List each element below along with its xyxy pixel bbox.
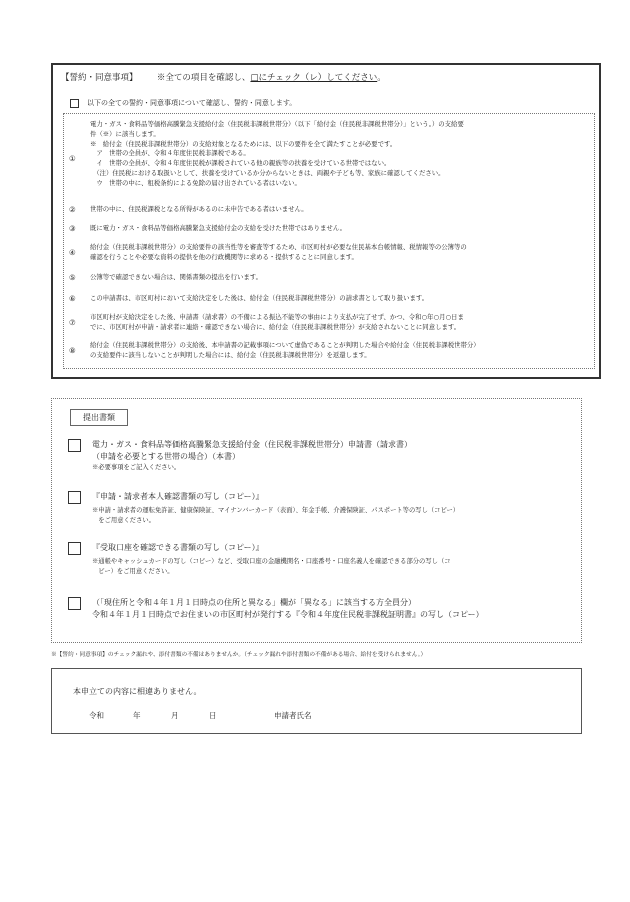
document-note: をご用意ください。 [92,516,155,524]
item-number: ⑤ [69,273,76,282]
item-line: 給付金（住民税非課税世帯分）の支給要件の該当性等を審査等するため、市区町村が必要な住民基本台帳情報、税情報等の公簿等の [90,243,467,251]
item-number: ② [69,205,76,214]
agreement-instruction-post: 。 [377,73,386,83]
item-line: でに、市区町村が申請・請求者に連絡・確認できない場合に、給付金（住民税非課税世帯分）が支給されないことに同意します。 [90,322,461,331]
item-number: ③ [69,224,76,233]
item-line: この申請書は、市区町村において支給決定をした後は、給付金（住民税非課税世帯分）の請求書として取り扱います。 [90,294,429,302]
agreement-title: 【誓約・同意事項】 [61,73,138,83]
item-number: ⑥ [69,294,76,303]
footnote: ※【誓約・同意事項】のチェック漏れや、添付書類の不備はありませんか。（チェック漏れや添付書類の不備がある場合、給付を受けられません。） [51,652,427,658]
item-line: 公簿等で確認できない場合は、関係書類の提出を行います。 [90,273,263,281]
item-number: ① [69,154,76,163]
item-number: ⑧ [69,346,76,355]
item-line: 市区町村が支給決定をした後、申請書（請求書）の不備による振込不能等の事由により支払が完了せず、かつ、令和○年○月○日ま [90,313,464,321]
item-line: 件（※）に該当します。 [90,129,160,138]
agree-all-row[interactable] [70,98,296,108]
date-day: 日 [209,711,217,720]
document-note: ピー）をご用意ください。 [92,567,174,575]
item-line: 既に電力・ガス・食料品等価格高騰緊急支援給付金の支給を受けた世帯ではありません。 [90,224,347,232]
document-title: 『申請・請求者本人確認書類の写し（コピー）』 [92,492,264,501]
agreement-instruction-box: □にチェック（レ）してください [250,73,378,83]
item-number: ④ [69,248,76,257]
agreement-section [51,63,601,379]
item-line: 給付金（住民税非課税世帯分）の支給後、本申請書の記載事項について虚偽であることが判明した場合や給付金（住民税非課税世帯分） [90,341,480,349]
agreement-instruction-pre: ※全ての項目を確認し、 [156,73,251,83]
document-title: （「現住所と令和４年１月１日時点の住所と異なる」欄が「異なる」に該当する方全員分） [92,598,416,607]
item-line: の支給要件に該当しないことが判明した場合には、給付金（住民税非課税世帯分）を返還します。 [90,350,371,359]
item-line: 世帯の中に、住民税課税となる所得があるのに未申告である者はいません。 [90,205,308,213]
document-note: ※申請・請求者の運転免許証、健康保険証、マイナンバーカード（表面）、年金手帳、介護保険証、パスポート等の写し（コピー） [92,507,460,514]
document-title: （申請を必要とする世帯の場合）（本書） [92,452,240,461]
item-line: 確認を行うことや必要な資料の提供を他の行政機関等に求める・提供することに同意します。 [90,252,358,261]
document-checkbox[interactable] [68,491,81,504]
document-note: ※通帳やキャッシュカードの写し（コピー）など、受取口座の金融機関名・口座番号・口座名義人を確認できる部分の写し（コ [92,558,451,565]
document-checkbox[interactable] [68,542,81,555]
item-line: ア 世帯の全員が、令和４年度住民税非課税である。 [90,149,250,158]
item-line: ウ 世帯の中に、租税条約による免除の届け出されている者はいない。 [90,178,301,187]
agree-all-checkbox[interactable] [70,99,79,108]
document-title: 『受取口座を確認できる書類の写し（コピー）』 [92,543,264,552]
declaration-text: 本申立ての内容に相違ありません。 [73,687,202,696]
declaration-section [51,668,582,734]
agree-all-label: 以下の全ての誓約・同意事項について確認し、誓約・同意します。 [87,99,297,107]
document-title: 令和４年１月１日時点でお住まいの市区町村が発行する『令和４年度住民税非課税証明書』の写し（コピー） [92,610,484,619]
item-line: 電力・ガス・食料品等価格高騰緊急支援給付金（住民税非課税世帯分）（以下「給付金（住民税非課税世帯分）」という。）の支給要 [90,120,464,128]
applicant-name-label: 申請者氏名 [274,711,312,720]
date-era: 令和 [89,711,104,720]
agreement-item [64,120,594,194]
documents-title: 提出書類 [70,409,128,426]
document-checkbox[interactable] [68,439,81,452]
item-line: ※ 給付金（住民税非課税世帯分）の支給対象となるためには、以下の要件を全て満たすことが必要です。 [90,139,397,148]
item-line: （注）住民税における取扱いとして、扶養を受けているか分からないときは、両親や子ども等、家族に確認してください。 [90,168,445,177]
document-checkbox[interactable] [68,597,81,610]
documents-section [51,398,582,643]
date-month: 月 [171,711,179,720]
item-line: イ 世帯の全員が、令和４年度住民税が課税されている他の親族等の扶養を受けている世帯ではない。 [90,159,391,168]
item-number: ⑦ [69,318,76,327]
document-title: 電力・ガス・食料品等価格高騰緊急支援給付金（住民税非課税世帯分）申請書（請求書） [92,440,412,449]
date-year: 年 [133,711,141,720]
document-note: ※必要事項をご記入ください。 [92,464,181,471]
agreement-header [61,71,386,83]
agreement-items [63,113,595,369]
